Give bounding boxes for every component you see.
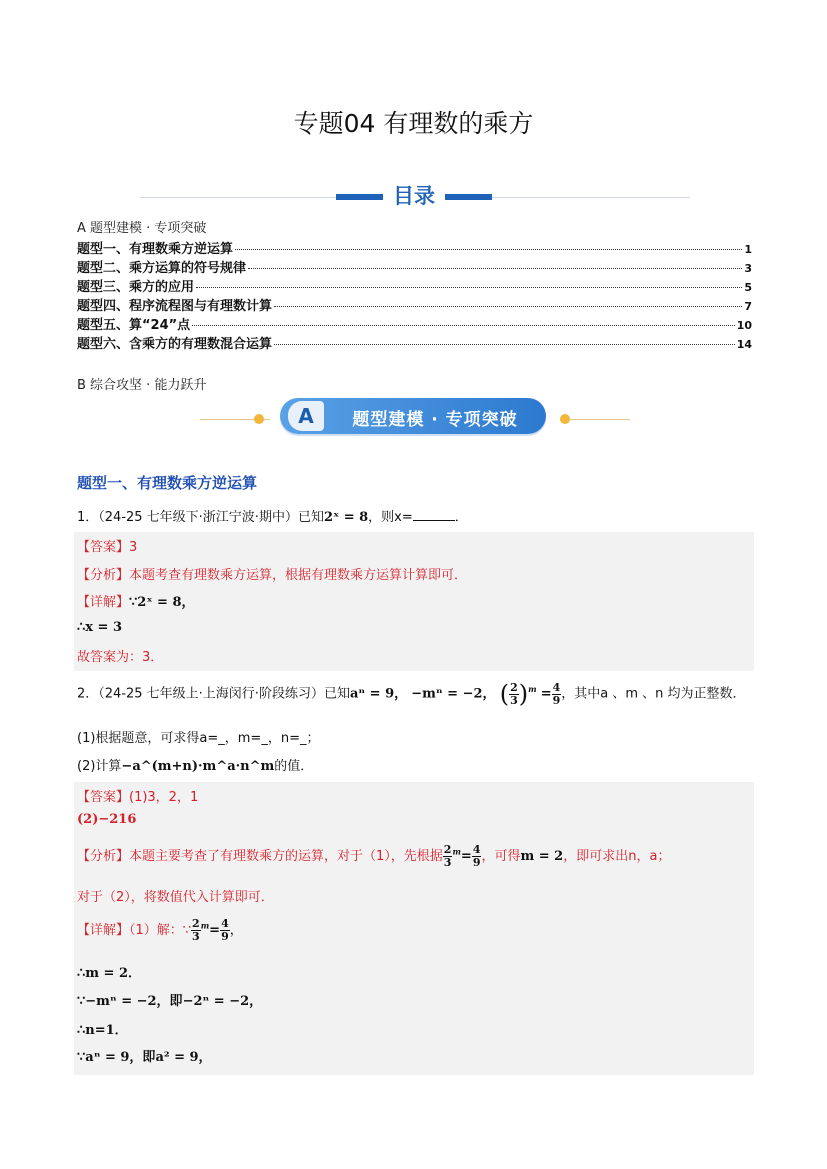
banner-letter: A [288,401,324,431]
toc-item[interactable] [77,276,752,294]
toc-section-b: B 综合攻坚 · 能力跃升 [77,378,207,393]
banner-dot-right [560,414,570,424]
q1-answer: 【答案】3 [77,540,138,555]
toc-item-label: 题型三、乘方的应用 [77,280,195,295]
toc-item-label: 题型二、乘方运算的符号规律 [77,261,247,276]
toc-leader-dots [274,344,735,345]
toc-item-page: 14 [736,338,752,351]
toc-item[interactable] [77,295,752,313]
toc-item-page: 7 [744,300,752,313]
toc-item-page: 3 [744,262,752,275]
type-heading: 题型一、有理数乘方逆运算 [77,474,258,492]
toc-item-page: 10 [736,319,752,332]
question-2-solution-box [74,782,754,1075]
toc-leader-dots [196,287,742,288]
toc-heading: 目录 [383,180,445,210]
toc-item[interactable] [77,257,752,275]
banner-dot-left [254,414,264,424]
toc-item-label: 题型五、算“24”点 [77,318,191,333]
banner-text: 题型建模 · 专项突破 [352,410,518,430]
q2-step-4: ∵aⁿ = 9，即a² = 9， [77,1050,212,1065]
q1-conclusion: 故答案为：3． [77,650,164,665]
toc-heading-bar-right [440,194,492,200]
toc-section-a: A 题型建模 · 专项突破 [77,221,207,236]
banner-line-right [560,419,630,420]
toc-leader-dots [192,325,735,326]
q1-step-2: ∴x = 3 [77,620,123,635]
q2-detail: 【详解】（1）解：∵ $\frac{2}{3}$ $^m$= $\frac{4}{9}$ ， [77,917,243,943]
toc-item-label: 题型四、程序流程图与有理数计算 [77,299,273,314]
toc-item-label: 题型六、含乘方的有理数混合运算 [77,337,273,352]
q1-detail: 【详解】∵2ˣ = 8， [77,595,195,610]
toc-item-page: 5 [744,281,752,294]
toc-item[interactable] [77,314,752,332]
q2-analysis-line-2: 对于（2），将数值代入计算即可． [77,890,274,905]
toc-item[interactable] [77,238,752,256]
q2-answer-2: (2)−216 [77,812,137,827]
question-2-stem: 2．（24-25 七年级上·上海闵行·阶段练习）已知aⁿ = 9， −mⁿ = −2， ( $\frac{2}{3}$ )$^m$ = $\frac{4}{9}$ ，其中a 、m 、n 均为正整数． [77,680,746,708]
question-1-stem: 1．（24-25 七年级下·浙江宁波·期中）已知2ˣ = 8，则x= ． [77,510,468,525]
q2-analysis: 【分析】本题主要考查了有理数乘方的运算，对于（1），先根据 $\frac{2}{3}$ $^m$= $\frac{4}{9}$ ，可得m = 2，即可求出n，a； [77,843,671,869]
toc-leader-dots [274,306,742,307]
question-1-solution-box [74,532,754,671]
question-2-part-1: (1)根据题意，可求得a=_，m=_，n=_； [77,731,320,746]
q2-step-1: ∴m = 2． [77,966,142,981]
toc-leader-dots [248,268,742,269]
toc-leader-dots [235,249,742,250]
question-2-part-2: (2)计算−a^(m+n)·m^a·n^m的值． [77,759,314,774]
q2-step-2: ∵−mⁿ = −2，即−2ⁿ = −2， [77,994,263,1009]
toc-item-page: 1 [744,243,752,256]
q1-analysis: 【分析】本题考查有理数乘方运算，根据有理数乘方运算计算即可． [77,568,468,583]
q2-answer-1: 【答案】(1)3，2，1 [77,790,199,805]
q2-step-3: ∴n=1． [77,1023,128,1038]
toc-item[interactable] [77,333,752,351]
toc-item-label: 题型一、有理数乘方逆运算 [77,242,234,257]
document-title: 专题04 有理数的乘方 [293,109,534,138]
toc-heading-bar-left [336,194,388,200]
